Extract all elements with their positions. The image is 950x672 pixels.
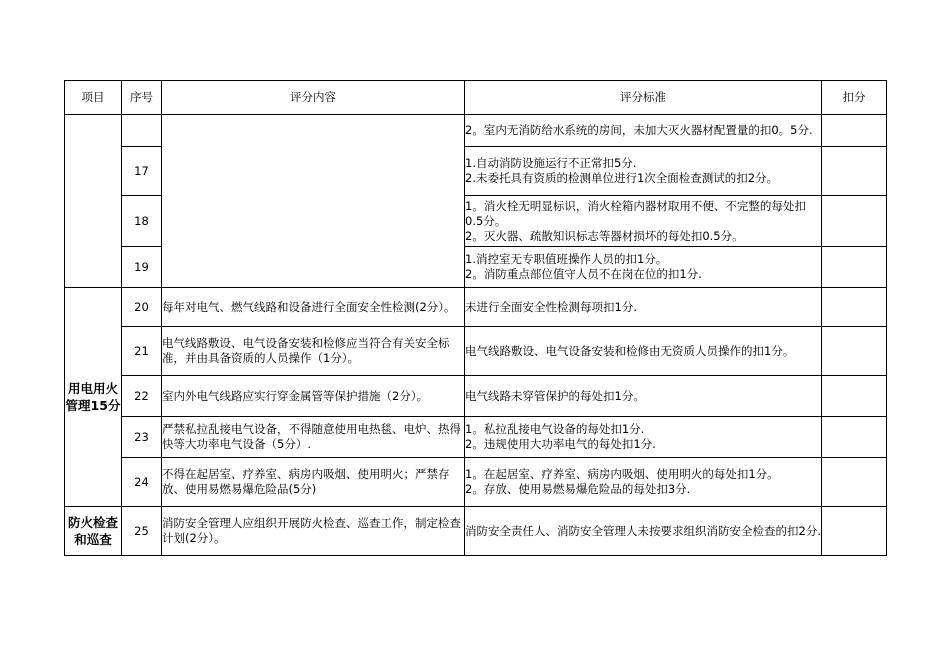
standard-line: 2。存放、使用易燃易爆危险品的每处扣3分. (465, 482, 691, 496)
standard-line: 2。室内无消防给水系统的房间，未加大灭火器材配置量的扣0。5分. (465, 123, 813, 137)
content-cell: 不得在起居室、疗养室、病房内吸烟、使用明火；严禁存放、使用易燃易爆危险品(5分) (162, 458, 465, 507)
table-row (65, 507, 887, 556)
standard-cell (465, 115, 822, 147)
header-project: 项目 (65, 81, 122, 115)
seq-cell: 17 (122, 147, 162, 196)
deduct-cell (822, 376, 887, 417)
standard-line: 电气线路敷设、电气设备安装和检修由无资质人员操作的扣1分。 (465, 343, 795, 358)
table-row (65, 115, 887, 147)
seq-cell: 24 (122, 458, 162, 507)
content-cell: 室内外电气线路应实行穿金属管等保护措施（2分）。 (162, 376, 465, 417)
standard-cell (465, 507, 822, 556)
project-cell-electric: 用电用火管理15分 (65, 288, 122, 507)
standard-cell (465, 147, 822, 196)
table-row (65, 376, 887, 417)
standard-line: 1.自动消防设施运行不正常扣5分. (465, 156, 637, 170)
standard-cell (465, 247, 822, 288)
deduct-cell (822, 147, 887, 196)
content-cell-continued (162, 115, 465, 288)
deduct-cell (822, 458, 887, 507)
seq-cell: 25 (122, 507, 162, 556)
seq-cell: 22 (122, 376, 162, 417)
deduct-cell (822, 507, 887, 556)
deduct-cell (822, 196, 887, 247)
deduct-cell (822, 247, 887, 288)
deduct-cell (822, 327, 887, 376)
header-standard: 评分标准 (465, 81, 822, 115)
content-cell: 每年对电气、燃气线路和设备进行全面安全性检测(2分）。 (162, 288, 465, 327)
deduct-cell (822, 288, 887, 327)
standard-line: 2.未委托具有资质的检测单位进行1次全面检查测试的扣2分。 (465, 171, 779, 185)
project-cell-continued (65, 115, 122, 288)
header-content: 评分内容 (162, 81, 465, 115)
table-row (65, 327, 887, 376)
seq-cell: 18 (122, 196, 162, 247)
content-cell: 严禁私拉乱接电气设备，不得随意使用电热毯、电炉、热得快等大功率电气设备（5分）. (162, 417, 465, 458)
standard-line: 2。消防重点部位值守人员不在岗在位的扣1分. (465, 267, 702, 281)
standard-line: 未进行全面安全性检测每项扣1分. (465, 299, 637, 314)
standard-cell (465, 417, 822, 458)
deduct-cell (822, 115, 887, 147)
header-seq: 序号 (122, 81, 162, 115)
seq-cell: 23 (122, 417, 162, 458)
scoring-table (64, 80, 887, 556)
seq-cell (122, 115, 162, 147)
standard-line: 1.消控室无专职值班操作人员的扣1分。 (465, 252, 668, 266)
seq-cell: 20 (122, 288, 162, 327)
standard-line: 2。灭火器、疏散知识标志等器材损坏的每处扣0.5分。 (465, 228, 744, 243)
seq-cell: 19 (122, 247, 162, 288)
standard-line: 消防安全责任人、消防安全管理人未按要求组织消防安全检查的扣2分. (465, 523, 821, 538)
standard-line: 2。违规使用大功率电气的每处扣1分. (465, 437, 656, 451)
table-row (65, 288, 887, 327)
seq-cell: 21 (122, 327, 162, 376)
table-header-row (65, 81, 887, 115)
standard-line: 1。消火栓无明显标识，消火栓箱内器材取用不便、不完整的每处扣0.5分。 (465, 198, 806, 228)
content-cell: 消防安全管理人应组织开展防火检查、巡查工作，制定检查计划(2分）。 (162, 507, 465, 556)
deduct-cell (822, 417, 887, 458)
standard-cell (465, 196, 822, 247)
standard-cell (465, 288, 822, 327)
standard-line: 电气线路未穿管保护的每处扣1分。 (465, 388, 645, 403)
table-row (65, 458, 887, 507)
standard-cell (465, 376, 822, 417)
standard-line: 1。私拉乱接电气设备的每处扣1分. (465, 422, 645, 436)
standard-cell (465, 327, 822, 376)
content-cell: 电气线路敷设、电气设备安装和检修应当符合有关安全标准，并由具备资质的人员操作（1分）。 (162, 327, 465, 376)
standard-cell (465, 458, 822, 507)
table-row (65, 417, 887, 458)
header-deduct: 扣分 (822, 81, 887, 115)
standard-line: 1。在起居室、疗养室、病房内吸烟、使用明火的每处扣1分。 (465, 467, 779, 481)
project-cell-inspection: 防火检查和巡查 (65, 507, 122, 556)
